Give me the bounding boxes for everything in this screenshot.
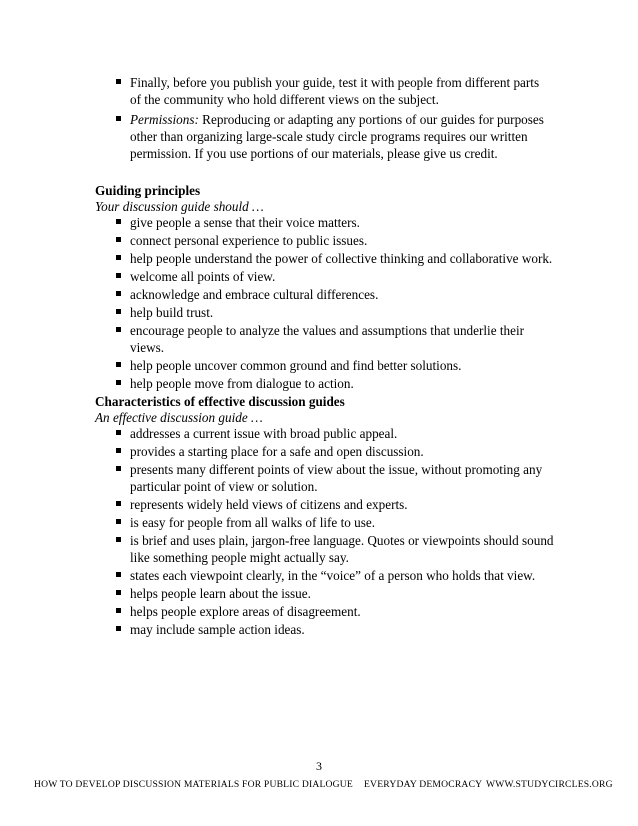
page-number: 3 (316, 759, 322, 773)
bullet-text: help people uncover common ground and find better solutions. (130, 358, 462, 373)
square-bullet-icon (116, 237, 121, 242)
bullet-text: helps people explore areas of disagreement. (130, 604, 361, 619)
list-item (130, 567, 555, 584)
bullet-text: help people move from dialogue to action. (130, 376, 354, 391)
bullet-text: help build trust. (130, 305, 214, 320)
list-item (130, 250, 555, 267)
square-bullet-icon (116, 116, 121, 121)
square-bullet-icon (116, 79, 121, 84)
list-item (130, 268, 555, 285)
square-bullet-icon (116, 430, 121, 435)
bullet-text: welcome all points of view. (130, 269, 276, 284)
guiding-principles-list (130, 214, 555, 392)
footer-website: WWW.STUDYCIRCLES.ORG (486, 779, 613, 790)
list-item (130, 74, 550, 108)
characteristics-list (130, 425, 555, 638)
bullet-text: Reproducing or adapting any portions of our guides for purposes other than organizing large-scale study circle programs requires our written permission. If you use portions of our materials, please give us credit. (130, 112, 544, 161)
list-item (130, 111, 550, 162)
list-item (130, 585, 555, 602)
bullet-text: represents widely held views of citizens and experts. (130, 497, 408, 512)
bullet-text: connect personal experience to public issues. (130, 233, 368, 248)
square-bullet-icon (116, 626, 121, 631)
bullet-text: helps people learn about the issue. (130, 586, 311, 601)
bullet-text: provides a starting place for a safe and open discussion. (130, 444, 424, 459)
square-bullet-icon (116, 537, 121, 542)
bullet-lead: Permissions: (130, 112, 199, 127)
bullet-text: give people a sense that their voice matters. (130, 215, 360, 230)
list-item (130, 232, 555, 249)
bullet-text: is easy for people from all walks of life to use. (130, 515, 375, 530)
square-bullet-icon (116, 309, 121, 314)
square-bullet-icon (116, 362, 121, 367)
square-bullet-icon (116, 572, 121, 577)
top-bullet-list (130, 74, 550, 165)
square-bullet-icon (116, 519, 121, 524)
square-bullet-icon (116, 501, 121, 506)
list-item (130, 532, 555, 566)
list-item (130, 214, 555, 231)
list-item (130, 322, 555, 356)
section-intro: Your discussion guide should … (95, 199, 264, 214)
bullet-text: states each viewpoint clearly, in the “voice” of a person who holds that view. (130, 568, 536, 583)
bullet-text: help people understand the power of collective thinking and collaborative work. (130, 251, 553, 266)
square-bullet-icon (116, 448, 121, 453)
square-bullet-icon (116, 590, 121, 595)
list-item (130, 304, 555, 321)
section-intro: An effective discussion guide … (95, 410, 263, 425)
square-bullet-icon (116, 291, 121, 296)
list-item (130, 425, 555, 442)
square-bullet-icon (116, 255, 121, 260)
list-item (130, 375, 555, 392)
bullet-text: Finally, before you publish your guide, test it with people from different parts of the community who hold different views on the subject. (130, 75, 540, 107)
footer-organization: EVERYDAY DEMOCRACY (364, 779, 483, 790)
list-item (130, 443, 555, 460)
square-bullet-icon (116, 273, 121, 278)
list-item (130, 357, 555, 374)
bullet-text: is brief and uses plain, jargon-free language. Quotes or viewpoints should sound like something people might actually say. (130, 533, 554, 565)
footer-title: HOW TO DEVELOP DISCUSSION MATERIALS FOR PUBLIC DIALOGUE (34, 779, 353, 790)
bullet-text: addresses a current issue with broad public appeal. (130, 426, 398, 441)
bullet-text: may include sample action ideas. (130, 622, 305, 637)
section-heading: Characteristics of effective discussion guides (95, 394, 345, 409)
bullet-text: acknowledge and embrace cultural differences. (130, 287, 379, 302)
square-bullet-icon (116, 466, 121, 471)
bullet-text: encourage people to analyze the values and assumptions that underlie their views. (130, 323, 525, 355)
bullet-text: presents many different points of view about the issue, without promoting any particular point of view or solution. (130, 462, 543, 494)
list-item (130, 286, 555, 303)
characteristics-section (95, 393, 555, 639)
square-bullet-icon (116, 327, 121, 332)
list-item (130, 603, 555, 620)
square-bullet-icon (116, 380, 121, 385)
square-bullet-icon (116, 219, 121, 224)
list-item (130, 461, 555, 495)
square-bullet-icon (116, 608, 121, 613)
section-heading: Guiding principles (95, 183, 201, 198)
guiding-principles-section (95, 182, 555, 393)
list-item (130, 621, 555, 638)
list-item (130, 496, 555, 513)
list-item (130, 514, 555, 531)
